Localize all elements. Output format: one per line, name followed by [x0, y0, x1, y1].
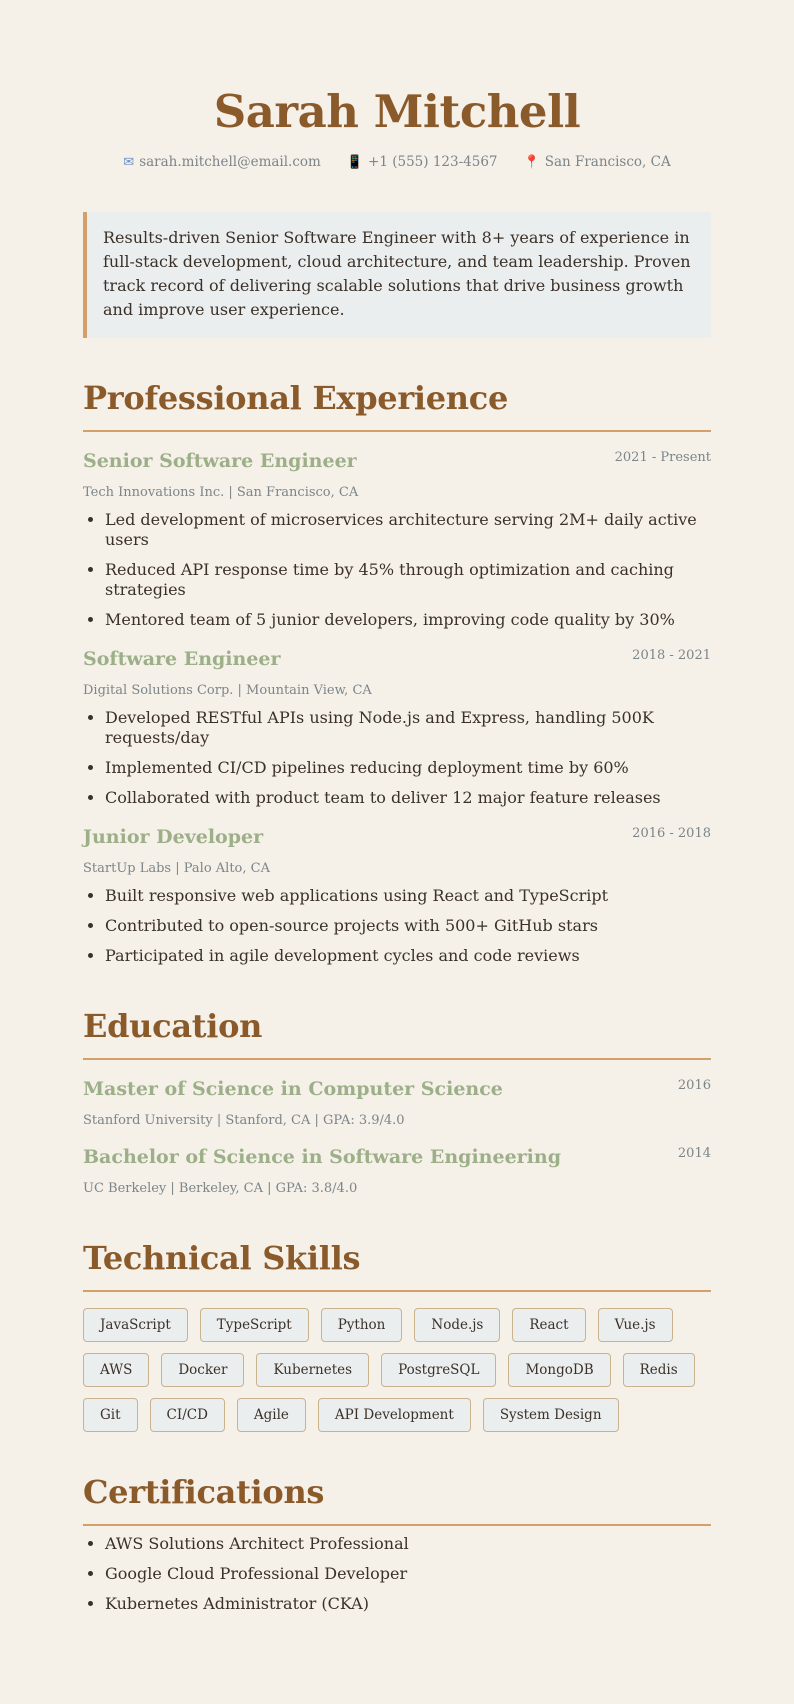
candidate-name: Sarah Mitchell — [213, 85, 581, 138]
skill-tag: Python — [321, 1308, 403, 1342]
skill-tag: Redis — [623, 1353, 695, 1387]
list-item: • Google Cloud Professional Developer — [105, 1564, 711, 1584]
job-dates: 2018 - 2021 — [632, 648, 711, 663]
contact-info — [83, 154, 711, 170]
contact-phone — [347, 154, 498, 170]
skill-tag: Node.js — [414, 1308, 500, 1342]
skill-tag: PostgreSQL — [381, 1353, 496, 1387]
degree-details: Stanford University | Stanford, CA | GPA: 3.9/4.0 — [83, 1113, 405, 1128]
resume-header — [83, 84, 711, 170]
section-title-education: Education — [83, 1006, 711, 1060]
degree-title: Master of Science in Computer Science — [83, 1078, 503, 1100]
skill-tag: Git — [83, 1398, 138, 1432]
skill-tag: React — [512, 1308, 585, 1342]
resume-page — [83, 0, 711, 1704]
job-entry — [83, 824, 711, 966]
job-dates: 2021 - Present — [614, 450, 711, 465]
degree-year: 2016 — [677, 1078, 711, 1093]
list-item: • Built responsive web applications using React and TypeScript — [105, 886, 711, 906]
job-company: Tech Innovations Inc. | San Francisco, CA — [83, 485, 359, 500]
skill-tag: System Design — [483, 1398, 619, 1432]
location-text: San Francisco, CA — [544, 154, 671, 170]
skill-tag: Agile — [237, 1398, 306, 1432]
certification-list — [83, 1534, 711, 1614]
list-item: • Developed RESTful APIs using Node.js and Express, handling 500K requests/day — [105, 708, 711, 748]
list-item: • Mentored team of 5 junior developers, improving code quality by 30% — [105, 610, 711, 630]
contact-location — [524, 154, 671, 170]
job-title: Junior Developer — [83, 826, 264, 848]
job-title: Senior Software Engineer — [83, 450, 357, 472]
section-title-skills: Technical Skills — [83, 1238, 711, 1292]
degree-year: 2014 — [677, 1146, 711, 1161]
email-icon: ✉ — [123, 154, 135, 170]
job-dates: 2016 - 2018 — [632, 826, 711, 841]
job-entry — [83, 646, 711, 808]
skills-section — [83, 1238, 711, 1432]
skill-tag: TypeScript — [200, 1308, 309, 1342]
job-bullets — [83, 510, 711, 630]
skill-tag: JavaScript — [83, 1308, 188, 1342]
list-item: • Reduced API response time by 45% through optimization and caching strategies — [105, 560, 711, 600]
contact-email — [123, 154, 321, 170]
job-company: Digital Solutions Corp. | Mountain View, CA — [83, 683, 372, 698]
job-title: Software Engineer — [83, 648, 281, 670]
list-item: • Collaborated with product team to deliver 12 major feature releases — [105, 788, 711, 808]
job-entry — [83, 448, 711, 630]
location-pin-icon: 📍 — [523, 154, 540, 170]
job-bullets — [83, 708, 711, 808]
email-text: sarah.mitchell@email.com — [139, 154, 321, 170]
list-item: • AWS Solutions Architect Professional — [105, 1534, 711, 1554]
list-item: • Participated in agile development cycles and code reviews — [105, 946, 711, 966]
list-item: • Led development of microservices architecture serving 2M+ daily active users — [105, 510, 711, 550]
job-company: StartUp Labs | Palo Alto, CA — [83, 861, 270, 876]
skill-tag: MongoDB — [508, 1353, 610, 1387]
skill-tag: AWS — [83, 1353, 149, 1387]
phone-icon: 📱 — [346, 154, 364, 170]
degree-details: UC Berkeley | Berkeley, CA | GPA: 3.8/4.0 — [83, 1181, 358, 1196]
skill-tag: Kubernetes — [256, 1353, 369, 1387]
list-item: • Contributed to open-source projects with 500+ GitHub stars — [105, 916, 711, 936]
section-title-certifications: Certifications — [83, 1472, 711, 1526]
skill-tag: CI/CD — [150, 1398, 225, 1432]
education-section — [83, 1006, 711, 1198]
phone-text: +1 (555) 123-4567 — [368, 154, 498, 170]
list-item: • Kubernetes Administrator (CKA) — [105, 1594, 711, 1614]
degree-entry — [83, 1144, 711, 1198]
skill-tag: Docker — [161, 1353, 244, 1387]
summary-block: Results-driven Senior Software Engineer with 8+ years of experience in full-stack development, cloud architecture, and team leadership. Proven track record of delivering scalable solutions that drive business growth and improve user experience. — [83, 212, 711, 338]
job-bullets — [83, 886, 711, 966]
section-title-experience: Professional Experience — [83, 378, 711, 432]
certifications-section — [83, 1472, 711, 1614]
skill-tags — [83, 1308, 711, 1432]
skill-tag: API Development — [318, 1398, 471, 1432]
degree-entry — [83, 1076, 711, 1130]
degree-title: Bachelor of Science in Software Engineering — [83, 1146, 561, 1168]
list-item: • Implemented CI/CD pipelines reducing deployment time by 60% — [105, 758, 711, 778]
skill-tag: Vue.js — [598, 1308, 673, 1342]
experience-section — [83, 378, 711, 966]
